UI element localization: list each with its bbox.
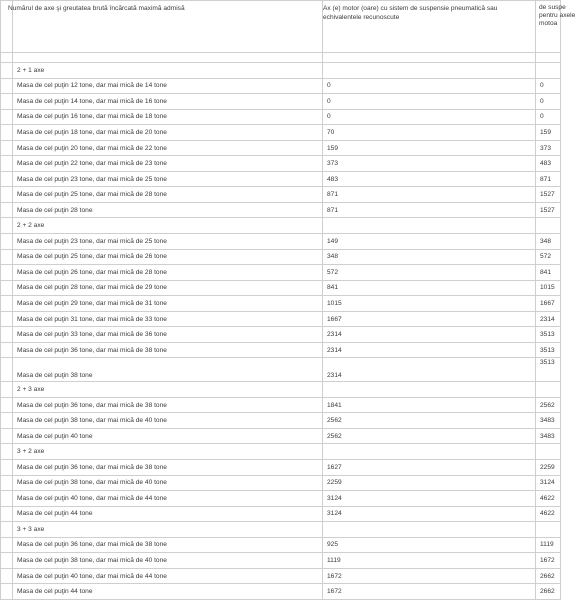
header-other-suspension-label: de suspe pentru axele motoa	[539, 4, 576, 27]
pneumatic-value-cell: 2314	[323, 327, 536, 343]
weight-range-cell: Masa de cel puţin 40 tone, dar mai mică de 44 tone	[13, 491, 323, 507]
group-label: 3 + 2 axe	[13, 444, 323, 460]
group-header-row	[1, 444, 561, 460]
pneumatic-value-cell: 841	[323, 280, 536, 296]
group-empty-cell	[536, 522, 561, 538]
row-index-cell	[1, 296, 13, 312]
weight-range-cell: Masa de cel puţin 23 tone, dar mai mică de 25 tone	[13, 234, 323, 250]
row-index-cell	[1, 265, 13, 281]
table-row	[1, 413, 561, 429]
group-label: 2 + 1 axe	[13, 63, 323, 79]
group-empty-cell	[323, 63, 536, 79]
row-index-cell	[1, 358, 13, 382]
pneumatic-value-cell: 2562	[323, 428, 536, 444]
group-empty-cell	[536, 63, 561, 79]
row-index-cell	[1, 140, 13, 156]
other-suspension-value-cell: 348	[536, 234, 561, 250]
row-index-cell	[1, 553, 13, 569]
other-suspension-value-cell: 2314	[536, 311, 561, 327]
other-suspension-value-cell: 1672	[536, 553, 561, 569]
row-index-cell	[1, 522, 13, 538]
weight-range-cell: Masa de cel puţin 40 tone, dar mai mică de 44 tone	[13, 568, 323, 584]
weight-range-cell: Masa de cel puţin 12 tone, dar mai mică de 14 tone	[13, 78, 323, 94]
table-header	[1, 1, 576, 63]
row-index-cell	[1, 444, 13, 460]
row-index-cell	[1, 94, 13, 110]
table-row	[1, 125, 561, 141]
group-header-row	[1, 63, 561, 79]
other-suspension-value-cell: 2662	[536, 568, 561, 584]
weight-range-cell: Masa de cel puţin 25 tone, dar mai mică de 28 tone	[13, 187, 323, 203]
other-suspension-value-cell: 1527	[536, 202, 561, 218]
table-row	[1, 342, 561, 358]
weight-range-cell: Masa de cel puţin 40 tone	[13, 428, 323, 444]
weight-range-cell: Masa de cel puţin 28 tone	[13, 202, 323, 218]
row-index-cell	[1, 311, 13, 327]
row-index-cell	[1, 459, 13, 475]
table-row	[1, 506, 561, 522]
pneumatic-value-cell: 2314	[323, 342, 536, 358]
table-row	[1, 187, 561, 203]
other-suspension-value-cell: 159	[536, 125, 561, 141]
pneumatic-value-cell: 3124	[323, 491, 536, 507]
row-index-cell	[1, 428, 13, 444]
other-suspension-value-cell: 3124	[536, 475, 561, 491]
table-row	[1, 584, 561, 600]
other-suspension-value-cell: 2259	[536, 459, 561, 475]
row-index-cell	[1, 342, 13, 358]
pneumatic-value-cell: 3124	[323, 506, 536, 522]
other-suspension-value-cell: 2562	[536, 397, 561, 413]
pneumatic-value-cell: 483	[323, 171, 536, 187]
header-pneumatic-suspension: Ax (e) motor (oare) cu sistem de suspensie pneumatică sau echivalentele recunoscute	[323, 1, 536, 53]
row-index-cell	[1, 475, 13, 491]
group-label: 3 + 3 axe	[13, 522, 323, 538]
pneumatic-value-cell: 348	[323, 249, 536, 265]
other-suspension-value-cell: 0	[536, 109, 561, 125]
table-row	[1, 311, 561, 327]
pneumatic-value-cell: 572	[323, 265, 536, 281]
pneumatic-value-cell: 1015	[323, 296, 536, 312]
pneumatic-value-cell: 0	[323, 78, 536, 94]
other-suspension-value-cell: 0	[536, 78, 561, 94]
row-index-cell	[1, 234, 13, 250]
table-row	[1, 94, 561, 110]
table-row	[1, 156, 561, 172]
table-row	[1, 397, 561, 413]
other-suspension-value-cell: 4622	[536, 506, 561, 522]
table-row	[1, 459, 561, 475]
group-empty-cell	[323, 522, 536, 538]
table-row	[1, 428, 561, 444]
other-suspension-value-cell: 1119	[536, 537, 561, 553]
weight-range-cell: Masa de cel puţin 38 tone	[13, 358, 323, 382]
row-index-cell	[1, 156, 13, 172]
weight-range-cell: Masa de cel puţin 36 tone, dar mai mică de 38 tone	[13, 397, 323, 413]
weight-range-cell: Masa de cel puţin 36 tone, dar mai mică de 38 tone	[13, 459, 323, 475]
weight-range-cell: Masa de cel puţin 20 tone, dar mai mică de 22 tone	[13, 140, 323, 156]
weight-range-cell: Masa de cel puţin 23 tone, dar mai mică de 25 tone	[13, 171, 323, 187]
table-row	[1, 109, 561, 125]
weight-range-cell: Masa de cel puţin 38 tone, dar mai mică de 40 tone	[13, 553, 323, 569]
table-row	[1, 78, 561, 94]
header-axles-weight-label: Numărul de axe şi greutatea brută încărcată maximă admisă	[8, 5, 185, 12]
weight-range-cell: Masa de cel puţin 16 tone, dar mai mică de 18 tone	[13, 109, 323, 125]
pneumatic-value-cell: 149	[323, 234, 536, 250]
other-suspension-value-cell: 1015	[536, 280, 561, 296]
group-header-row	[1, 382, 561, 398]
other-suspension-value-cell: 871	[536, 171, 561, 187]
table-row	[1, 491, 561, 507]
row-index-cell	[1, 63, 13, 79]
group-empty-cell	[323, 382, 536, 398]
pneumatic-value-cell: 1672	[323, 568, 536, 584]
other-suspension-value-cell: 483	[536, 156, 561, 172]
row-index-cell	[1, 397, 13, 413]
header-row	[1, 1, 561, 53]
other-suspension-value-cell: 841	[536, 265, 561, 281]
weight-range-cell: Masa de cel puţin 14 tone, dar mai mică de 16 tone	[13, 94, 323, 110]
pneumatic-value-cell: 70	[323, 125, 536, 141]
row-index-cell	[1, 249, 13, 265]
weight-range-cell: Masa de cel puţin 26 tone, dar mai mică de 28 tone	[13, 265, 323, 281]
other-suspension-value-cell: 373	[536, 140, 561, 156]
other-suspension-value-cell: 1667	[536, 296, 561, 312]
other-suspension-value-cell: 3483	[536, 413, 561, 429]
header-other-suspension	[536, 1, 576, 53]
row-index-cell	[1, 109, 13, 125]
row-index-cell	[1, 202, 13, 218]
group-empty-cell	[536, 382, 561, 398]
table-row	[1, 475, 561, 491]
other-suspension-value-cell: 3513	[536, 327, 561, 343]
row-index-cell	[1, 491, 13, 507]
pneumatic-value-cell: 1667	[323, 311, 536, 327]
other-suspension-value-cell: 572	[536, 249, 561, 265]
weight-range-cell: Masa de cel puţin 36 tone, dar mai mică de 38 tone	[13, 537, 323, 553]
table-row	[1, 171, 561, 187]
other-suspension-value-cell: 1527	[536, 187, 561, 203]
pneumatic-value-cell: 1841	[323, 397, 536, 413]
table-row	[1, 537, 561, 553]
pneumatic-value-cell: 925	[323, 537, 536, 553]
row-index-cell	[1, 382, 13, 398]
row-index-cell	[1, 413, 13, 429]
weight-range-cell: Masa de cel puţin 44 tone	[13, 506, 323, 522]
table-row	[1, 327, 561, 343]
table-row	[1, 358, 561, 382]
row-index-cell	[1, 584, 13, 600]
pneumatic-value-cell: 2314	[323, 358, 536, 382]
table-row	[1, 568, 561, 584]
table-row	[1, 234, 561, 250]
other-suspension-value-cell: 3483	[536, 428, 561, 444]
group-empty-cell	[323, 218, 536, 234]
weight-range-cell: Masa de cel puţin 18 tone, dar mai mică de 20 tone	[13, 125, 323, 141]
other-suspension-value-cell: 0	[536, 94, 561, 110]
group-empty-cell	[536, 444, 561, 460]
pneumatic-value-cell: 2562	[323, 413, 536, 429]
group-label: 2 + 3 axe	[13, 382, 323, 398]
header-axles-weight	[8, 1, 323, 53]
weight-range-cell: Masa de cel puţin 33 tone, dar mai mică de 36 tone	[13, 327, 323, 343]
table-body	[1, 63, 561, 600]
row-index-cell	[1, 506, 13, 522]
pneumatic-value-cell: 1119	[323, 553, 536, 569]
table-row	[1, 296, 561, 312]
pneumatic-value-cell: 871	[323, 187, 536, 203]
table-row	[1, 280, 561, 296]
header-spacer-row	[1, 53, 561, 63]
weight-range-cell: Masa de cel puţin 38 tone, dar mai mică de 40 tone	[13, 475, 323, 491]
table-row	[1, 265, 561, 281]
weight-range-cell: Masa de cel puţin 44 tone	[13, 584, 323, 600]
row-index-cell	[1, 125, 13, 141]
row-index-cell	[1, 78, 13, 94]
group-empty-cell	[536, 218, 561, 234]
table-row	[1, 249, 561, 265]
weight-range-cell: Masa de cel puţin 38 tone, dar mai mică de 40 tone	[13, 413, 323, 429]
row-index-cell	[1, 171, 13, 187]
group-empty-cell	[323, 444, 536, 460]
pneumatic-value-cell: 871	[323, 202, 536, 218]
weight-range-cell: Masa de cel puţin 22 tone, dar mai mică de 23 tone	[13, 156, 323, 172]
other-suspension-value-cell: 3513	[536, 358, 561, 382]
row-index-cell	[1, 327, 13, 343]
row-index-cell	[1, 280, 13, 296]
pneumatic-value-cell: 0	[323, 109, 536, 125]
table-row	[1, 140, 561, 156]
other-suspension-value-cell: 4622	[536, 491, 561, 507]
pneumatic-value-cell: 159	[323, 140, 536, 156]
pneumatic-value-cell: 1627	[323, 459, 536, 475]
other-suspension-value-cell: 2662	[536, 584, 561, 600]
pneumatic-value-cell: 1672	[323, 584, 536, 600]
weight-range-cell: Masa de cel puţin 29 tone, dar mai mică de 31 tone	[13, 296, 323, 312]
row-index-cell	[1, 537, 13, 553]
weight-range-cell: Masa de cel puţin 36 tone, dar mai mică de 38 tone	[13, 342, 323, 358]
row-index-cell	[1, 187, 13, 203]
other-suspension-value-cell: 3513	[536, 342, 561, 358]
group-header-row	[1, 218, 561, 234]
group-label: 2 + 2 axe	[13, 218, 323, 234]
table-row	[1, 553, 561, 569]
row-index-cell	[1, 568, 13, 584]
pneumatic-value-cell: 373	[323, 156, 536, 172]
group-header-row	[1, 522, 561, 538]
weight-range-cell: Masa de cel puţin 25 tone, dar mai mică de 26 tone	[13, 249, 323, 265]
pneumatic-value-cell: 2259	[323, 475, 536, 491]
weight-range-cell: Masa de cel puţin 31 tone, dar mai mică de 33 tone	[13, 311, 323, 327]
table-row	[1, 202, 561, 218]
pneumatic-value-cell: 0	[323, 94, 536, 110]
row-index-cell	[1, 218, 13, 234]
weight-range-cell: Masa de cel puţin 28 tone, dar mai mică de 29 tone	[13, 280, 323, 296]
